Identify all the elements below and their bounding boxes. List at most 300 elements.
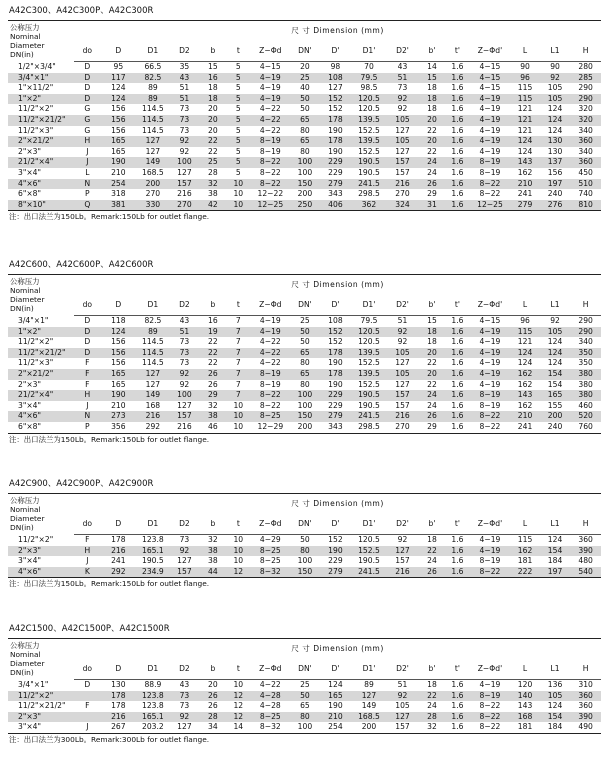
value-cell: 120.5 <box>358 535 380 544</box>
value-cell: 190 <box>328 358 343 368</box>
value-cell: 343 <box>328 189 343 199</box>
section-title: A42C600、A42C600P、A42C600R <box>9 260 154 270</box>
column-header: D1' <box>352 514 387 535</box>
value-cell: 4−19 <box>250 73 291 84</box>
column-header: D2' <box>386 295 419 316</box>
column-header: Z−Φd' <box>470 41 511 62</box>
column-header: D1 <box>136 295 170 316</box>
column-header: b <box>199 295 226 316</box>
value-cell: 7 <box>235 316 241 325</box>
value-cell: 200 <box>297 189 313 199</box>
value-cell: 150 <box>291 179 319 190</box>
column-header: DN' <box>291 659 319 680</box>
value-cell: 4−19 <box>479 125 501 135</box>
value-cell: 92 <box>386 327 419 338</box>
value-cell: 79.5 <box>360 316 378 325</box>
value-cell: 178 <box>319 136 352 147</box>
value-cell: 92 <box>386 691 419 702</box>
value-cell: 105 <box>386 369 419 380</box>
value-cell: 4−15 <box>479 62 501 71</box>
value-cell: 124 <box>510 136 539 147</box>
value-cell: 50 <box>291 327 319 338</box>
value-cell: 10 <box>233 189 244 199</box>
value-cell: 51 <box>170 327 199 338</box>
value-cell: 4−15 <box>470 73 511 84</box>
value-cell: 124 <box>547 337 563 347</box>
value-cell: 216 <box>170 422 199 433</box>
value-cell: 12−25 <box>250 200 291 211</box>
value-cell: 178 <box>319 115 352 126</box>
header-diameter: Diameter <box>10 659 45 668</box>
value-cell: 124 <box>547 358 563 368</box>
value-cell: 43 <box>397 62 408 71</box>
value-cell: 115 <box>510 94 539 105</box>
table-row <box>8 62 601 73</box>
value-cell: 117 <box>101 73 137 84</box>
value-cell: 92 <box>386 94 419 105</box>
value-cell: 165 <box>319 691 352 702</box>
table-row <box>8 411 601 422</box>
value-cell: 4−22 <box>259 104 281 114</box>
value-cell: 124 <box>547 125 563 135</box>
value-cell: 156 <box>111 125 126 135</box>
column-header: t' <box>445 659 469 680</box>
value-cell: 114.5 <box>142 104 164 114</box>
value-cell: 4−19 <box>470 94 511 105</box>
value-cell: 4−15 <box>479 83 501 93</box>
value-cell: 4−19 <box>479 680 501 689</box>
value-cell: 190.5 <box>358 167 380 177</box>
value-cell: 50 <box>291 94 319 105</box>
table-row <box>8 157 601 168</box>
value-cell: 254 <box>319 722 352 733</box>
value-cell: 156 <box>101 115 137 126</box>
column-header: DN' <box>291 295 319 316</box>
value-cell: 124 <box>328 680 343 689</box>
size-cell: 3/4"×1" <box>8 73 74 84</box>
value-cell: 10 <box>227 200 250 211</box>
column-header: D <box>101 41 137 62</box>
dimension-table <box>8 274 601 434</box>
value-cell: 46 <box>199 422 226 433</box>
value-cell: 165.1 <box>136 712 170 723</box>
value-cell: 127 <box>177 556 192 566</box>
value-cell: D <box>74 348 100 359</box>
column-header: L <box>510 659 539 680</box>
value-cell: 26 <box>208 701 218 711</box>
value-cell: 154 <box>540 546 571 557</box>
value-cell: 1.6 <box>445 327 469 338</box>
value-cell: 190 <box>328 379 343 389</box>
value-cell: 92 <box>170 712 199 723</box>
table-row <box>8 327 601 338</box>
value-cell: 51 <box>386 73 419 84</box>
value-cell: 73 <box>179 337 190 347</box>
value-cell: 190.5 <box>142 556 164 566</box>
column-header: Z−Φd <box>250 659 291 680</box>
value-cell: 15 <box>208 62 218 71</box>
size-cell: 1"×2" <box>8 94 74 105</box>
value-cell: 124 <box>111 83 126 93</box>
size-cell: 1"×2" <box>8 327 74 338</box>
value-cell: 82.5 <box>144 316 162 325</box>
value-cell: 4−22 <box>259 680 281 689</box>
value-cell: 18 <box>208 83 218 93</box>
nominal-header <box>8 21 74 62</box>
size-cell: 2"×21/2" <box>8 136 74 147</box>
value-cell: 12 <box>227 567 250 578</box>
value-cell: 25 <box>300 680 310 689</box>
value-cell: 18 <box>419 327 445 338</box>
table-row <box>8 200 601 211</box>
value-cell: 4−22 <box>250 348 291 359</box>
value-cell: 168 <box>145 400 161 410</box>
value-cell: 89 <box>364 680 374 689</box>
value-cell: 184 <box>547 556 563 566</box>
value-cell: 20 <box>419 348 445 359</box>
value-cell: 210 <box>510 411 539 422</box>
value-cell: 190 <box>328 146 343 156</box>
value-cell: 1.6 <box>445 136 469 147</box>
value-cell: 66.5 <box>144 62 162 71</box>
size-cell: 2"×3" <box>8 546 74 557</box>
value-cell: 156 <box>111 337 126 347</box>
value-cell: 181 <box>510 722 539 733</box>
table-row <box>8 712 601 723</box>
value-cell: 184 <box>540 722 571 733</box>
value-cell: 100 <box>170 390 199 401</box>
value-cell: 80 <box>300 379 310 389</box>
value-cell: 92 <box>170 546 199 557</box>
value-cell: 8−25 <box>259 556 281 566</box>
value-cell: 360 <box>578 701 593 711</box>
value-cell: G <box>74 115 100 126</box>
value-cell: 190 <box>328 701 343 711</box>
value-cell: 18 <box>199 94 226 105</box>
size-cell: 11/2"×2" <box>18 104 54 114</box>
value-cell: 44 <box>199 567 226 578</box>
value-cell: 7 <box>227 369 250 380</box>
value-cell: 100 <box>297 400 313 410</box>
value-cell: 127 <box>395 125 410 135</box>
value-cell: H <box>74 546 100 557</box>
value-cell: 73 <box>170 691 199 702</box>
value-cell: 162 <box>510 546 539 557</box>
value-cell: 143 <box>510 390 539 401</box>
table-row <box>8 722 601 733</box>
value-cell: 200 <box>540 411 571 422</box>
value-cell: 1.6 <box>451 680 464 689</box>
dimension-header: 尺 寸 Dimension (mm) <box>74 494 601 515</box>
value-cell: 115 <box>517 535 533 544</box>
value-cell: 229 <box>328 167 343 177</box>
value-cell: 12−25 <box>470 200 511 211</box>
table-row <box>8 390 601 401</box>
value-cell: 15 <box>419 73 445 84</box>
section-a42c900 <box>8 476 601 590</box>
value-cell: 70 <box>364 62 374 71</box>
value-cell: 124 <box>540 348 571 359</box>
value-cell: 267 <box>101 722 137 733</box>
value-cell: 216 <box>136 411 170 422</box>
value-cell: 130 <box>547 146 563 156</box>
value-cell: 162 <box>517 379 533 389</box>
value-cell: 330 <box>136 200 170 211</box>
value-cell: 22 <box>208 337 218 347</box>
column-header: D1' <box>352 659 387 680</box>
value-cell: 178 <box>111 535 126 544</box>
value-cell: 273 <box>101 411 137 422</box>
value-cell: 120.5 <box>352 327 387 338</box>
size-cell: 3"×4" <box>8 722 74 733</box>
column-header: DN' <box>291 514 319 535</box>
value-cell: 25 <box>291 73 319 84</box>
value-cell: 20 <box>300 62 310 71</box>
value-cell: 12 <box>233 701 244 711</box>
value-cell: 1.6 <box>451 189 464 199</box>
size-cell: 2"×21/2" <box>8 369 74 380</box>
table-row <box>8 567 601 578</box>
value-cell: 4−19 <box>470 546 511 557</box>
value-cell: 4−22 <box>259 337 281 347</box>
value-cell: 73 <box>170 115 199 126</box>
value-cell: 4−19 <box>479 337 501 347</box>
column-header: Z−Φd' <box>470 659 511 680</box>
table-row <box>8 691 601 702</box>
value-cell: 190.5 <box>352 157 387 168</box>
value-cell: J <box>86 400 89 410</box>
value-cell: 1.6 <box>451 316 464 325</box>
table-row <box>8 348 601 359</box>
value-cell: 95 <box>113 62 124 71</box>
value-cell: 26 <box>199 691 226 702</box>
value-cell: 20 <box>199 115 226 126</box>
value-cell: 165 <box>540 390 571 401</box>
size-cell: 1"×11/2" <box>18 83 54 93</box>
value-cell: 80 <box>300 125 310 135</box>
value-cell: D <box>84 316 91 325</box>
column-header: t <box>227 41 250 62</box>
value-cell: 65 <box>291 348 319 359</box>
value-cell: 121 <box>517 125 533 135</box>
value-cell: 105 <box>386 136 419 147</box>
value-cell: 65 <box>300 701 310 711</box>
value-cell: 8−22 <box>259 167 281 177</box>
column-header: D2' <box>386 514 419 535</box>
column-header: L1 <box>540 41 571 62</box>
column-header: D' <box>319 41 352 62</box>
value-cell: 26 <box>419 411 445 422</box>
section-a42c600 <box>8 257 601 446</box>
value-cell: 8−22 <box>470 422 511 433</box>
value-cell: 154 <box>547 379 563 389</box>
value-cell: 114.5 <box>142 125 164 135</box>
value-cell: 139.5 <box>352 369 387 380</box>
value-cell: 35 <box>179 62 190 71</box>
column-header: Z−Φd <box>250 41 291 62</box>
value-cell: 8−22 <box>250 179 291 190</box>
table-row <box>8 680 601 691</box>
value-cell: 165 <box>111 146 126 156</box>
value-cell: 124 <box>540 115 571 126</box>
value-cell: 162 <box>517 167 533 177</box>
value-cell: 210 <box>111 400 126 410</box>
value-cell: 89 <box>136 94 170 105</box>
value-cell: 118 <box>111 316 126 325</box>
value-cell: 1.6 <box>451 400 464 410</box>
table-row <box>8 126 601 137</box>
value-cell: 157 <box>170 567 199 578</box>
size-cell: 11/2"×21/2" <box>8 348 74 359</box>
value-cell: 360 <box>570 136 601 147</box>
value-cell: 229 <box>328 400 343 410</box>
value-cell: J <box>86 556 89 566</box>
column-header: D2' <box>386 659 419 680</box>
value-cell: 154 <box>540 369 571 380</box>
value-cell: 7 <box>227 390 250 401</box>
column-header: D1 <box>136 514 170 535</box>
value-cell: 10 <box>233 400 244 410</box>
value-cell: 810 <box>570 200 601 211</box>
value-cell: 82.5 <box>136 73 170 84</box>
value-cell: 490 <box>570 722 601 733</box>
header-nominal: Nominal <box>10 32 41 41</box>
nominal-header <box>8 494 74 535</box>
value-cell: 1.6 <box>445 179 469 190</box>
value-cell: 1.6 <box>445 157 469 168</box>
value-cell: 139.5 <box>352 136 387 147</box>
value-cell: 124 <box>101 327 137 338</box>
column-header: b' <box>419 659 445 680</box>
value-cell: 1.6 <box>451 535 464 544</box>
table-row <box>8 94 601 105</box>
value-cell: 38 <box>199 411 226 422</box>
column-header: D' <box>319 514 352 535</box>
value-cell: 73 <box>179 358 190 368</box>
value-cell: 285 <box>570 73 601 84</box>
value-cell: G <box>84 125 91 135</box>
column-header: D <box>101 295 137 316</box>
column-header: D1' <box>352 295 387 316</box>
value-cell: 390 <box>570 546 601 557</box>
value-cell: D <box>74 94 100 105</box>
table-row <box>8 73 601 84</box>
value-cell: 28 <box>208 167 218 177</box>
value-cell: 276 <box>540 200 571 211</box>
value-cell: 80 <box>291 712 319 723</box>
value-cell: 241.5 <box>352 179 387 190</box>
value-cell: 140 <box>510 691 539 702</box>
value-cell: 90 <box>520 62 530 71</box>
value-cell: 127 <box>170 722 199 733</box>
header-nominal: Nominal <box>10 505 41 514</box>
value-cell: 8−19 <box>479 556 501 566</box>
value-cell: 92 <box>397 337 408 347</box>
value-cell: 190 <box>101 390 137 401</box>
value-cell: 5 <box>235 83 241 93</box>
value-cell: 540 <box>570 567 601 578</box>
value-cell: 14 <box>427 62 437 71</box>
value-cell: 22 <box>208 146 218 156</box>
value-cell: 26 <box>419 179 445 190</box>
value-cell: 1.6 <box>451 701 464 711</box>
value-cell: 241.5 <box>352 567 387 578</box>
value-cell: 5 <box>235 125 241 135</box>
value-cell: 216 <box>101 712 137 723</box>
value-cell: 92 <box>170 136 199 147</box>
value-cell: 8−32 <box>250 567 291 578</box>
value-cell: 139.5 <box>352 348 387 359</box>
header-pressure-cn: 公称压力 <box>10 641 40 650</box>
value-cell: 20 <box>419 369 445 380</box>
value-cell: 340 <box>578 146 593 156</box>
value-cell: 32 <box>199 179 226 190</box>
value-cell: 320 <box>578 104 593 114</box>
value-cell: 38 <box>208 556 218 566</box>
value-cell: 89 <box>148 83 158 93</box>
value-cell: 127 <box>177 167 192 177</box>
value-cell: 10 <box>233 556 244 566</box>
table-row <box>8 337 601 348</box>
value-cell: 380 <box>570 390 601 401</box>
value-cell: 105 <box>386 348 419 359</box>
value-cell: 40 <box>300 83 310 93</box>
size-cell: 3"×4" <box>18 400 42 410</box>
size-cell: 3/4"×1" <box>18 315 49 325</box>
value-cell: 8−22 <box>470 722 511 733</box>
size-cell: 4"×6" <box>8 179 74 190</box>
value-cell: 96 <box>510 73 539 84</box>
value-cell: D <box>84 680 91 689</box>
value-cell: 318 <box>111 189 126 199</box>
value-cell: 340 <box>578 125 593 135</box>
table-row <box>8 168 601 179</box>
value-cell: 324 <box>386 200 419 211</box>
value-cell: 8−22 <box>470 179 511 190</box>
value-cell: 80 <box>300 358 310 368</box>
value-cell: 165 <box>101 369 137 380</box>
value-cell: 279 <box>319 567 352 578</box>
value-cell: 8−19 <box>470 390 511 401</box>
value-cell: 105 <box>540 327 571 338</box>
value-cell: 143 <box>517 701 533 711</box>
value-cell: 100 <box>291 157 319 168</box>
value-cell: 210 <box>510 179 539 190</box>
value-cell: 241 <box>517 189 533 199</box>
value-cell: 8−19 <box>259 379 281 389</box>
table-row <box>8 556 601 567</box>
value-cell: 5 <box>227 115 250 126</box>
size-cell: 11/2"×3" <box>18 125 54 135</box>
value-cell: 8−32 <box>250 722 291 733</box>
value-cell: 22 <box>427 146 437 156</box>
value-cell: 92 <box>179 146 190 156</box>
table-row <box>8 115 601 126</box>
column-header: D1' <box>352 41 387 62</box>
header-dn-in: DN(in) <box>10 50 34 59</box>
value-cell: 152.5 <box>358 379 380 389</box>
value-cell: F <box>85 358 90 368</box>
value-cell: 50 <box>300 337 310 347</box>
value-cell: 96 <box>520 316 530 325</box>
value-cell: F <box>85 535 90 544</box>
value-cell: 162 <box>517 400 533 410</box>
column-header: D <box>101 514 137 535</box>
dimension-table <box>8 20 601 211</box>
value-cell: 150 <box>291 411 319 422</box>
value-cell: 121 <box>510 115 539 126</box>
table-row <box>8 83 601 94</box>
